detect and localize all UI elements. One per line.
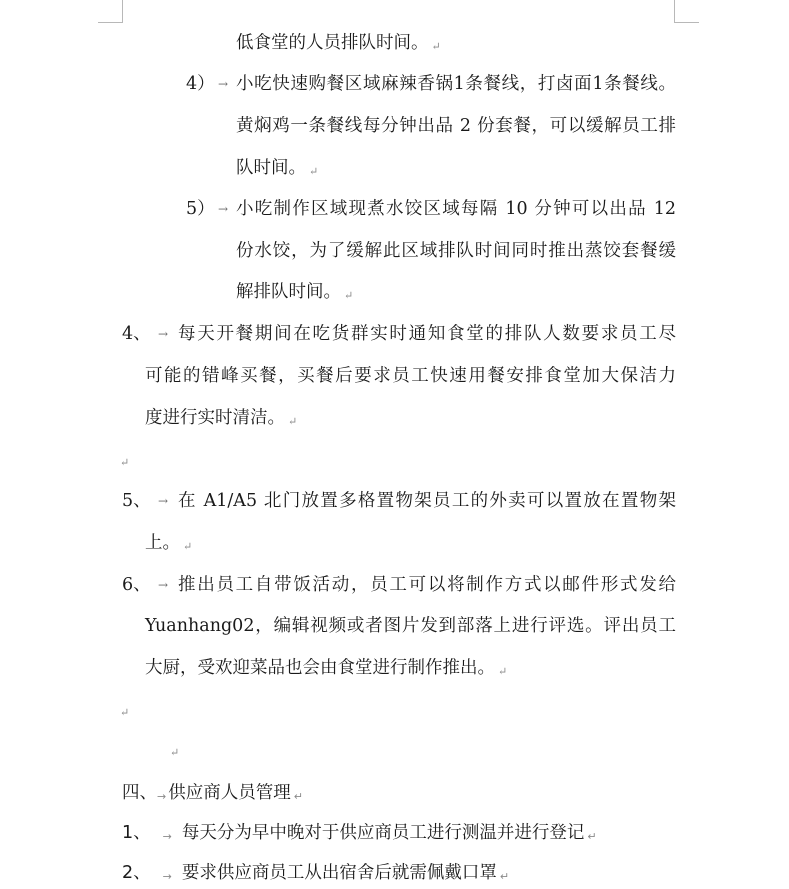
text-line: 大厨，受欢迎菜品也会由食堂进行制作推出。 ↵ <box>145 658 508 678</box>
tab-arrow-icon: → <box>218 77 229 91</box>
tab-arrow-icon: → <box>218 202 229 216</box>
crop-mark-top-left <box>98 0 123 23</box>
section-heading: 四、→ 供应商人员管理 ↵ <box>122 783 303 803</box>
empty-paragraph-mark: ↵ <box>120 456 130 469</box>
empty-paragraph-mark: ↵ <box>120 706 130 719</box>
text-line: 小吃快速购餐区域麻辣香锅1条餐线，打卤面1条餐线。 <box>236 74 676 94</box>
sub-item-number: 4） <box>186 74 215 94</box>
text-line: 小吃制作区域现煮水饺区域每隔 10 分钟可以出品 12 <box>236 199 676 219</box>
text-line: Yuanhang02，编辑视频或者图片发到部落上进行评选。评出员工 <box>145 616 676 636</box>
text-line: 度进行实时清洁。 ↵ <box>145 408 298 428</box>
list-item-number: 6、 <box>122 575 151 595</box>
text-line: 黄焖鸡一条餐线每分钟出品 2 份套餐，可以缓解员工排 <box>236 116 676 136</box>
text-line: 份水饺，为了缓解此区域排队时间同时推出蒸饺套餐缓 <box>236 241 676 261</box>
text-line: 推出员工自带饭活动，员工可以将制作方式以邮件形式发给 <box>178 575 676 595</box>
text-line: 在 A1/A5 北门放置多格置物架员工的外卖可以置放在置物架 <box>178 491 676 511</box>
text-line: 低食堂的人员排队时间。 ↵ <box>236 33 441 53</box>
text-line: 解排队时间。 ↵ <box>236 282 354 302</box>
list-item-number: 4、 <box>122 324 151 344</box>
text-line: 上。 ↵ <box>145 533 193 553</box>
tab-arrow-icon: → <box>158 494 169 508</box>
section-list-item: 1、 → 每天分为早中晚对于供应商员工进行测温并进行登记 ↵ <box>122 823 597 843</box>
text-line: 每天开餐期间在吃货群实时通知食堂的排队人数要求员工尽 <box>178 324 676 344</box>
text-line: 队时间。 ↵ <box>236 158 319 178</box>
crop-mark-top-right <box>674 0 699 23</box>
tab-arrow-icon: → <box>158 327 169 341</box>
text-line: 可能的错峰买餐，买餐后要求员工快速用餐安排食堂加大保洁力 <box>145 366 676 386</box>
section-list-item: 2、 → 要求供应商员工从出宿舍后就需佩戴口罩 ↵ <box>122 863 510 883</box>
tab-arrow-icon: → <box>158 578 169 592</box>
empty-paragraph-mark: ↵ <box>170 746 180 759</box>
list-item-number: 5、 <box>122 491 151 511</box>
sub-item-number: 5） <box>186 199 215 219</box>
